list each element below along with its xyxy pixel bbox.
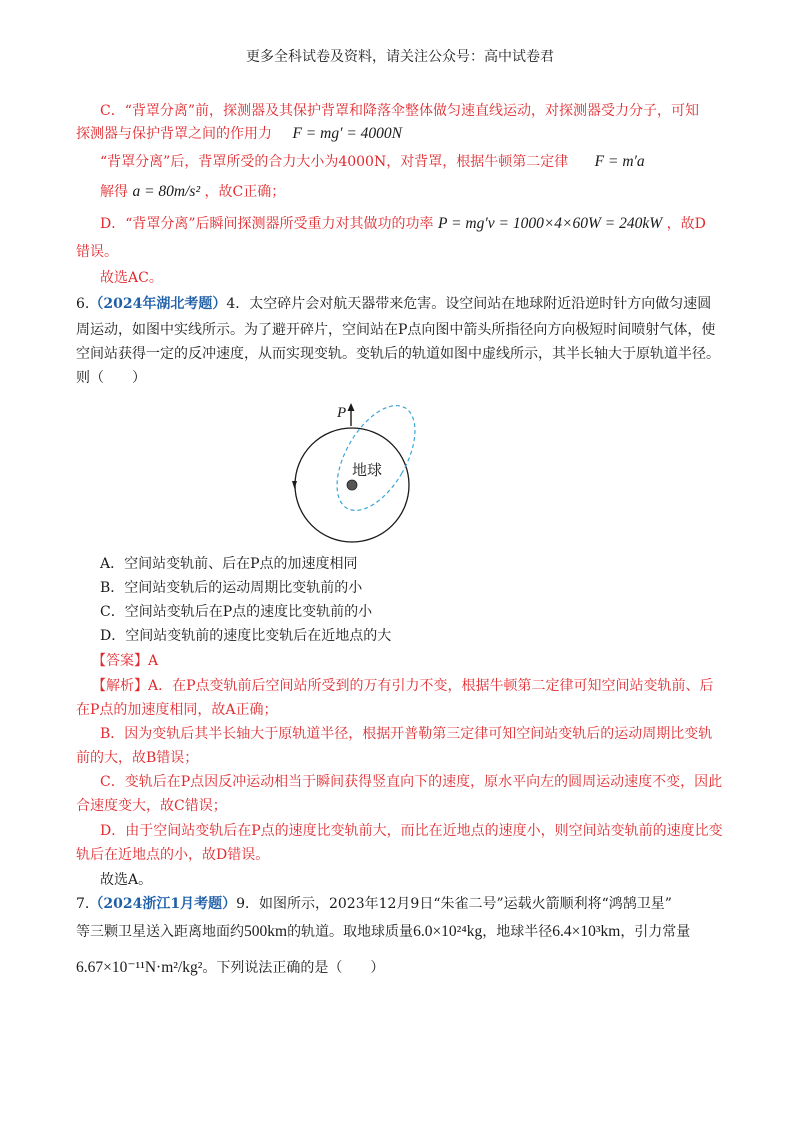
q6-option-c: C．空间站变轨后在P点的速度比变轨前的小 [100,604,373,620]
solution-d-line2: 错误。 [76,244,118,260]
q6-line1 [76,294,711,314]
q6-analysis-line8: 轨后在近地点的小，故D错误。 [76,847,270,863]
q6-number: 6. [76,296,90,312]
solution-d-line1-post: ，故D [666,216,706,232]
q6-analysis-line3: B．因为变轨后其半长轴大于原轨道半径，根据开普勒第三定律可知空间站变轨后的运动周期比变轨 [100,726,713,742]
q7-line2-post: ，引力常量 [620,924,691,940]
earth-dot [347,480,357,490]
solution-c-line1: C．“背罩分离”前，探测器及其保护背罩和降落伞整体做匀速直线运动，对探测器受力分子，可知 [100,103,700,119]
solution-conclusion: 故选AC。 [100,270,163,286]
formula-newton: F = m′a [594,153,645,170]
q6-answer: 【答案】A [92,653,159,669]
q6-analysis-line6: 合速度变大，故C错误； [76,798,227,814]
q6-line3: 空间站获得一定的反冲速度，从而实现变轨。变轨后的轨道如图中虚线所示，其半长轴大于原轨道半径。 [76,346,720,362]
q6-analysis-line1: 【解析】A．在P点变轨前后空间站所受到的万有引力不变，根据牛顿第二定律可知空间站变轨前、后 [92,678,714,694]
formula-force: F = mg′ = 4000N [292,125,403,142]
solution-c-line4 [100,182,285,202]
q7-gravitational-constant: 6.67×10⁻¹¹N·m²/kg² [76,959,203,976]
q7-altitude: 500km [244,923,288,940]
q6-option-d: D．空间站变轨前的速度比变轨后在近地点的大 [100,628,392,644]
q6-analysis-line7: D．由于空间站变轨后在P点的速度比变轨前大，而比在近地点的速度小，则空间站变轨前的速度比变 [100,823,723,839]
solution-c-line3-text: “背罩分离”后，背罩所受的合力大小为4000N，对背罩，根据牛顿第二定律 [100,154,569,170]
point-p-label: P [337,405,347,421]
q7-line2-mid: 的轨道。取地球质量 [287,924,414,940]
solution-c-line2-text: 探测器与保护背罩之间的作用力 [76,126,272,142]
solution-c-line4-post: ，故C正确； [204,184,286,200]
solution-c-line3 [100,152,645,172]
q6-option-b: B．空间站变轨后的运动周期比变轨前的小 [100,580,363,596]
q6-conclusion: 故选A。 [100,872,153,888]
formula-power: P = mg′v = 1000×4×60W = 240kW [438,215,663,232]
q6-source-tag: （2024年湖北考题） [89,296,227,312]
q6-line2: 周运动，如图中实线所示。为了避开碎片，空间站在P点向图中箭头所指径向方向极短时间喷射气体，使 [76,322,716,338]
q6-option-a: A．空间站变轨前、后在P点的加速度相同 [100,556,358,572]
q7-line2-mid2: ，地球半径 [482,924,553,940]
page-header: 更多全科试卷及资料，请关注公众号：高中试卷君 [246,49,554,65]
q7-line2-pre: 等三颗卫星送入距离地面约 [76,924,244,940]
q7-stem-line1: 9．如图所示，2023年12月9日“朱雀二号”运载火箭顺利将“鸿鹄卫星” [236,896,672,912]
q7-number: 7. [76,896,90,912]
formula-acceleration: a = 80m/s² [132,183,201,200]
q6-stem-line1: 4．太空碎片会对航天器带来危害。设空间站在地球附近沿逆时针方向做匀速圆 [226,296,712,312]
solution-c-line2 [76,124,402,144]
solution-d-line1-text: D．“背罩分离”后瞬间探测器所受重力对其做功的功率 [100,216,434,232]
earth-label: 地球 [352,461,383,479]
q6-analysis-line4: 前的大，故B错误； [76,750,199,766]
q7-line3-post: 。下列说法正确的是（ ） [202,960,385,976]
orbit-diagram [280,395,440,555]
q7-earth-radius: 6.4×10³km [552,923,621,940]
q7-earth-mass: 6.0×10²⁴kg [413,923,483,940]
thrust-arrowhead [348,403,355,411]
q7-line3 [76,958,384,978]
solution-c-line4-pre: 解得 [100,184,128,200]
q6-analysis-line5: C．变轨后在P点因反冲运动相当于瞬间获得竖直向下的速度，原水平向左的圆周运动速度不变，因此 [100,774,723,790]
q7-line1 [76,894,672,914]
q7-source-tag: （2024浙江1月考题） [89,896,237,912]
direction-arrowhead [292,481,297,489]
q7-line2 [76,922,690,942]
solution-d-line1 [100,214,706,234]
q6-analysis-line2: 在P点的加速度相同，故A正确； [76,702,278,718]
q6-line4: 则（ ） [76,370,146,386]
